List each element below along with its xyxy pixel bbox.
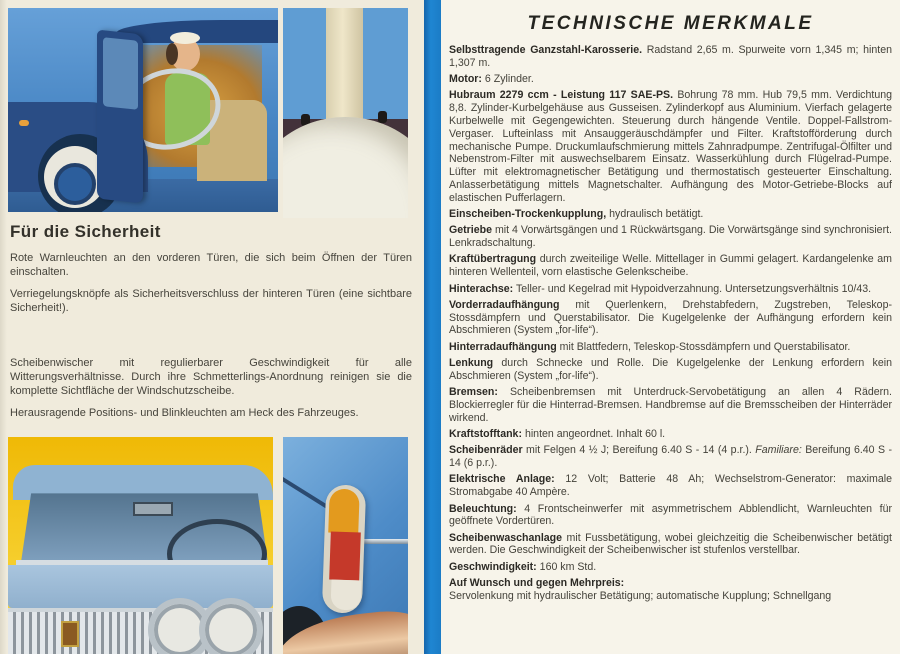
rearview-mirror-shape bbox=[133, 502, 173, 516]
spec-lead: Scheibenwaschanlage bbox=[449, 531, 563, 544]
spec-lead: Scheibenräder bbox=[449, 444, 523, 457]
spec-paragraph: Einscheiben-Trockenkupplung, hydraulisch betätigt. bbox=[449, 208, 704, 221]
spec-paragraph: Hinterachse: Teller- und Kegelrad mit Hypoidverzahnung. Untersetzungsverhältnis 10/43. bbox=[449, 282, 872, 295]
taillight-red-lens bbox=[329, 532, 361, 581]
taillight-photo bbox=[283, 437, 408, 654]
spec-paragraph: Hubraum 2279 ccm - Leistung 117 SAE-PS. Bohrung 78 mm. Hub 79,5 mm. Verdichtung 8,8. Zylinder-Kurbelgehäuse aus Gusseisen. Zylinderkopf aus Aluminium. Vierfach gelagerte Kurbelwelle mit Gegengewichten. Steuerung durch hängende Ventile. Doppel-Fallstrom-Vergaser. Lufteinlass mit Ansauggeräuschdämpfer und Filter. Kraftstofförderung durch mechanische Pumpe. Druckumlaufschmierung mittels Zahnradpumpe. Zentrifugal-Ölfilter und Nebenstrom-Filter mit auswechselbarem Einsatz. Wasserkühlung durch Flügelrad-Pumpe. Lüfter mit elektromagnetischer Betätigung und thermostatisch gesteuerter Einschaltung. Anlasserbetätigung mittels Magnetschalter. Aufhängung des Motor-Getriebe-Blocks auf elastischen Pufferlagern. bbox=[449, 89, 892, 204]
fiat-emblem bbox=[61, 621, 79, 647]
spec-italic: Familiare: bbox=[755, 444, 802, 457]
side-marker-lamp bbox=[19, 120, 29, 126]
door-pillar-lock-photo bbox=[283, 8, 408, 218]
spec-paragraph: Lenkung durch Schnecke und Rolle. Die Kugelgelenke der Lenkung erfordern kein Abschmieren (System „for-life“). bbox=[449, 357, 892, 382]
safety-paragraph: Verriegelungsknöpfe als Sicherheitsverschluss der hinteren Türen (eine sichtbare Sicherheit!). bbox=[10, 288, 412, 314]
spec-lead: Hinterradaufhängung bbox=[449, 340, 557, 353]
spec-lead: Lenkung bbox=[449, 357, 494, 370]
spec-lead: Getriebe bbox=[449, 224, 492, 237]
blue-page-divider bbox=[424, 0, 441, 654]
spec-lead: Einscheiben-Trockenkupplung, bbox=[449, 208, 607, 221]
spec-paragraph: Kraftstofftank: hinten angeordnet. Inhalt 60 l. bbox=[449, 428, 666, 441]
spec-paragraph: Selbsttragende Ganzstahl-Karosserie. Radstand 2,65 m. Spurweite vorn 1,345 m; hinten 1,307 m. bbox=[449, 44, 892, 69]
spec-lead: Motor: bbox=[449, 73, 482, 86]
spec-paragraph: Auf Wunsch und gegen Mehrpreis: Servolenkung mit hydraulischer Betätigung; automatische Kupplung; Schnellgang bbox=[449, 577, 892, 603]
page-edge bbox=[0, 0, 7, 654]
spec-paragraph: Vorderradaufhängung mit Querlenkern, Drehstabfedern, Zugstreben, Teleskop-Stossdämpfern und Querstabilisator. Die Kugelgelenke der Aufhängung erfordern kein Abschmieren (System „for-life“). bbox=[449, 298, 892, 337]
spec-paragraph: Motor: 6 Zylinder. bbox=[449, 73, 534, 86]
spec-lead: Selbsttragende Ganzstahl-Karosserie. bbox=[449, 44, 643, 56]
spec-lead: Vorderradaufhängung bbox=[449, 298, 560, 311]
tech-title: TECHNISCHE MERKMALE bbox=[527, 13, 814, 34]
spec-lead: Auf Wunsch und gegen Mehrpreis: bbox=[449, 576, 625, 589]
hubcap-shape bbox=[54, 163, 96, 205]
safety-paragraph: Rote Warnleuchten an den vorderen Türen, die sich beim Öffnen der Türen einschalten. bbox=[10, 252, 412, 278]
spec-lead: Hinterachse: bbox=[449, 282, 514, 295]
safety-paragraph: Scheibenwischer mit regulierbarer Geschwindigkeit für alle Witterungsverhältnisse. Durch ihre Schmetterlings-Anordnung reinigen sie die komplette Sichtfläche der Windschutzscheibe. bbox=[10, 357, 412, 397]
spec-paragraph: Beleuchtung: 4 Frontscheinwerfer mit asymmetrischem Abblendlicht, Warnleuchten für geöffnete Vordertüren. bbox=[449, 502, 892, 528]
spec-lead: Geschwindigkeit: bbox=[449, 560, 537, 573]
driver-hair bbox=[166, 43, 178, 65]
spec-lead: Kraftübertragung bbox=[449, 253, 537, 266]
spec-paragraph: Kraftübertragung durch zweiteilige Welle. Mittellager in Gummi gelagert. Kardangelenke am hinteren Wellenteil, vorn elastische Gelenkscheibe. bbox=[449, 253, 892, 279]
brochure-left-page bbox=[0, 0, 424, 654]
spec-lead: Elektrische Anlage: bbox=[449, 473, 555, 486]
front-view-photo bbox=[8, 437, 273, 654]
safety-text-block bbox=[10, 222, 412, 430]
lock-knob-right bbox=[378, 111, 387, 123]
seat-headrest-shape bbox=[283, 117, 408, 218]
spec-paragraph: Scheibenräder mit Felgen 4 ½ J; Bereifung 6.40 S - 14 (4 p.r.). Familiare: Bereifung 6.40 S - 14 (6 p.r.). bbox=[449, 444, 892, 470]
spec-lead: Hubraum 2279 ccm - Leistung 117 SAE-PS. bbox=[449, 89, 674, 102]
spec-lead: Bremsen: bbox=[449, 386, 498, 399]
headlamp-right bbox=[199, 598, 263, 654]
spec-paragraph: Elektrische Anlage: 12 Volt; Batterie 48 Ah; Wechselstrom-Generator: maximale Stromabgabe 40 Ampère. bbox=[449, 473, 892, 499]
spec-paragraph: Scheibenwaschanlage mit Fussbetätigung, wobei gleichzeitig die Scheibenwischer betätigt werden. Die Geschwindigkeit der Scheibenwischer ist stufenlos verstellbar. bbox=[449, 531, 892, 557]
safety-heading: Für die Sicherheit bbox=[10, 222, 161, 241]
spec-paragraph: Geschwindigkeit: 160 km Std. bbox=[449, 560, 597, 573]
brochure-right-page bbox=[441, 0, 900, 654]
spec-paragraph: Hinterradaufhängung mit Blattfedern, Teleskop-Stossdämpfern und Querstabilisator. bbox=[449, 340, 851, 353]
spec-paragraph: Getriebe mit 4 Vorwärtsgängen und 1 Rückwärtsgang. Die Vorwärtsgänge sind synchronisiert. Lenkradschaltung. bbox=[449, 224, 892, 250]
taillight-amber-lens bbox=[328, 489, 360, 534]
spec-lead: Beleuchtung: bbox=[449, 502, 517, 515]
door-window-shape bbox=[103, 37, 138, 110]
spec-paragraph: Bremsen: Scheibenbremsen mit Unterdruck-Servobetätigung an allen 4 Rädern. Blockierregler für die Hinterrad-Bremsen. Handbremse auf die Bremsscheiben der Hinterräder wirkend. bbox=[449, 386, 892, 424]
safety-paragraph: Herausragende Positions- und Blinkleuchten am Heck des Fahrzeuges. bbox=[10, 407, 359, 420]
driver-door-open-photo bbox=[8, 8, 278, 212]
spec-lead: Kraftstofftank: bbox=[449, 428, 522, 441]
